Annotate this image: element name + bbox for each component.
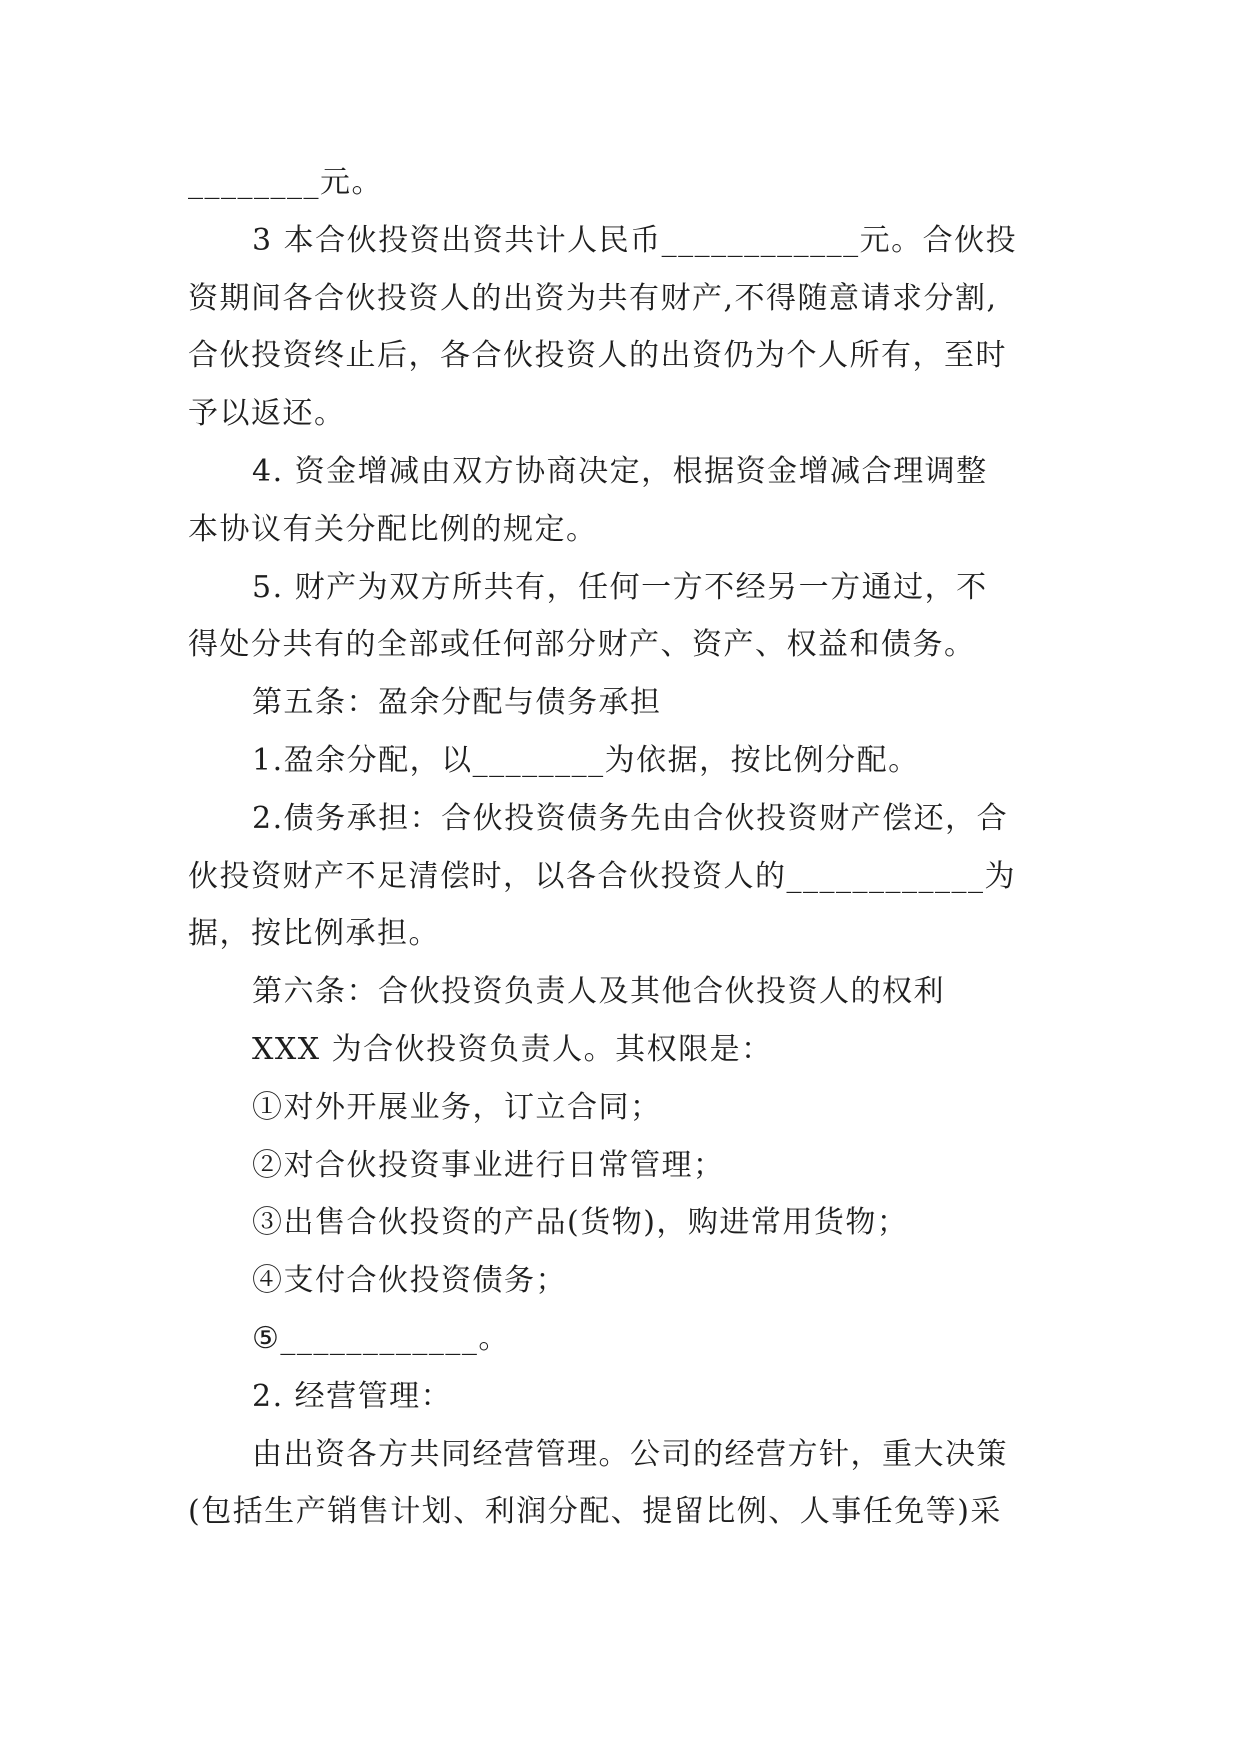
list-item: ④支付合伙投资债务； [252,1263,567,1299]
text-line: 得处分共有的全部或任何部分财产、资产、权益和债务。 [188,627,976,663]
list-item: ②对合伙投资事业进行日常管理； [252,1147,725,1183]
section-heading-6: 第六条：合伙投资负责人及其他合伙投资人的权利 [252,974,945,1010]
text-line: 4. 资金增减由双方协商决定，根据资金增减合理调整 [252,453,988,489]
list-item: ①对外开展业务，订立合同； [252,1089,662,1125]
text-line: 合伙投资终止后，各合伙投资人的出资仍为个人所有，至时 [188,338,1007,374]
text-line: 据，按比例承担。 [188,916,440,952]
text-line: 2. 经营管理： [252,1378,453,1414]
text-line: 本协议有关分配比例的规定。 [188,511,598,547]
text-line: (包括生产销售计划、利润分配、提留比例、人事任免等)采 [188,1494,1002,1530]
text-line: 3 本合伙投资出资共计人民币____________元。合伙投 [252,222,1018,258]
list-item: ③出售合伙投资的产品(货物)，购进常用货物； [252,1205,909,1241]
list-item: ⑤____________。 [252,1320,510,1356]
section-heading-5: 第五条：盈余分配与债务承担 [252,685,662,721]
text-line: 予以返还。 [188,396,346,432]
document-body [188,154,1088,1541]
text-line: 由出资各方共同经营管理。公司的经营方针，重大决策 [252,1436,1008,1472]
text-line: XXX 为合伙投资负责人。其权限是： [252,1031,773,1067]
text-line: 2.债务承担：合伙投资债务先由合伙投资财产偿还，合 [252,800,1009,836]
text-line: ________元。 [188,165,383,200]
text-line: 伙投资财产不足清偿时，以各合伙投资人的____________为 [188,858,1016,894]
text-line: 5. 财产为双方所共有，任何一方不经另一方通过，不 [252,569,988,605]
text-line: 1.盈余分配，以________为依据，按比例分配。 [252,742,920,778]
text-line: 资期间各合伙投资人的出资为共有财产,不得随意请求分割, [188,280,998,316]
